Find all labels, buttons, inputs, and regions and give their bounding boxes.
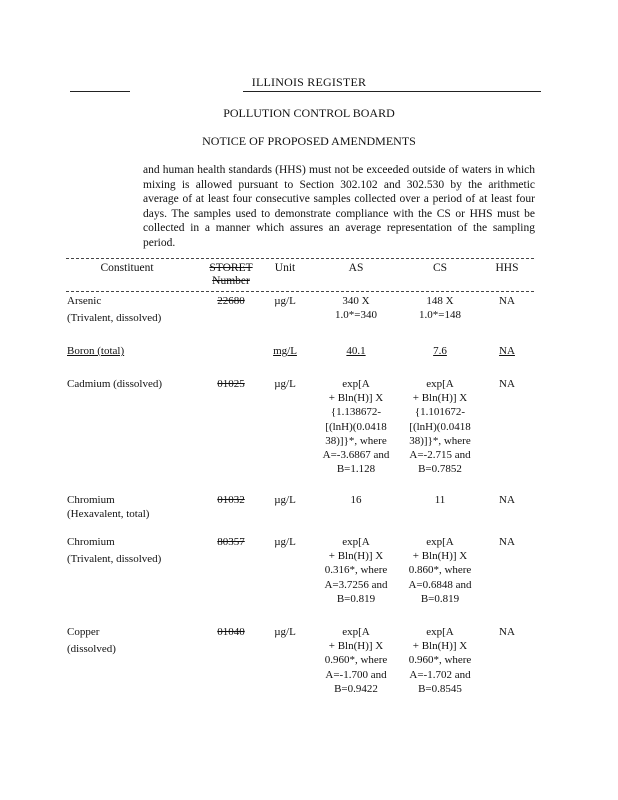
row-constituent bbox=[67, 535, 207, 566]
row-cs-line: 11 bbox=[434, 494, 446, 506]
row-constituent bbox=[67, 377, 207, 391]
row-cs-line: 1.0*=148 bbox=[419, 309, 461, 322]
row-unit: µg/L bbox=[274, 626, 296, 638]
row-as-line: 0.960*, where bbox=[324, 654, 388, 667]
row-constituent-line: Boron (total) bbox=[67, 345, 125, 357]
col-header-storet-sub: Number bbox=[212, 275, 250, 287]
row-cs-line: exp[A bbox=[426, 536, 454, 548]
row-unit: mg/L bbox=[273, 345, 297, 357]
row-hhs: NA bbox=[499, 626, 515, 638]
notice-title: NOTICE OF PROPOSED AMENDMENTS bbox=[202, 134, 416, 148]
row-cs-line: exp[A bbox=[426, 378, 454, 390]
row-as-line: 340 X bbox=[342, 295, 370, 307]
row-unit: µg/L bbox=[274, 536, 296, 548]
row-constituent-line: (dissolved) bbox=[67, 643, 116, 656]
row-cs bbox=[400, 625, 480, 696]
row-cs-line: {1.101672- bbox=[414, 406, 466, 419]
row-constituent-line: Arsenic bbox=[67, 295, 102, 307]
row-cs bbox=[400, 294, 480, 322]
row-as-line: exp[A bbox=[342, 536, 370, 548]
row-constituent-line: Chromium bbox=[67, 536, 115, 548]
row-as-line: 0.316*, where bbox=[324, 564, 388, 577]
row-constituent-line: (Trivalent, dissolved) bbox=[67, 312, 162, 325]
board-title: POLLUTION CONTROL BOARD bbox=[223, 106, 395, 120]
row-hhs: NA bbox=[499, 345, 515, 357]
row-storet: 01025 bbox=[217, 378, 245, 390]
row-cs bbox=[400, 535, 480, 606]
row-constituent-line: Chromium bbox=[67, 494, 115, 506]
row-cs-line: + Bln(H)] X bbox=[412, 392, 468, 405]
row-cs bbox=[400, 493, 480, 507]
row-as-line: + Bln(H)] X bbox=[328, 550, 384, 563]
row-storet: 22680 bbox=[217, 295, 245, 307]
row-as-line: + Bln(H)] X bbox=[328, 640, 384, 653]
row-as-line: 16 bbox=[350, 494, 362, 506]
row-cs bbox=[400, 344, 480, 358]
col-header-constituent: Constituent bbox=[100, 262, 154, 274]
row-storet: 01032 bbox=[217, 494, 245, 506]
row-hhs: NA bbox=[499, 295, 515, 307]
row-as-line: + Bln(H)] X bbox=[328, 392, 384, 405]
row-unit: µg/L bbox=[274, 378, 296, 390]
row-cs-line: B=0.819 bbox=[420, 592, 460, 605]
row-cs-line: A=-2.715 and bbox=[409, 449, 471, 462]
register-title: ILLINOIS REGISTER bbox=[251, 75, 367, 89]
row-hhs: NA bbox=[499, 536, 515, 548]
row-cs-line: 7.6 bbox=[433, 345, 447, 357]
col-header-storet-label: STORET bbox=[209, 262, 253, 274]
row-as bbox=[316, 377, 396, 476]
row-constituent-line: (Trivalent, dissolved) bbox=[67, 553, 162, 566]
row-storet: 01040 bbox=[217, 626, 245, 638]
row-as-line: [(lnH)(0.0418 bbox=[325, 420, 387, 433]
row-cs-line: exp[A bbox=[426, 626, 454, 638]
row-as bbox=[316, 535, 396, 606]
row-cs-line: + Bln(H)] X bbox=[412, 640, 468, 653]
row-as-line: {1.138672- bbox=[330, 406, 382, 419]
row-as-line: A=-1.700 and bbox=[325, 668, 387, 681]
row-as-line: exp[A bbox=[342, 378, 370, 390]
row-cs-line: + Bln(H)] X bbox=[412, 550, 468, 563]
col-header-as: AS bbox=[348, 262, 364, 274]
row-cs-line: 0.860*, where bbox=[408, 564, 472, 577]
row-constituent-line: Cadmium (dissolved) bbox=[67, 378, 163, 390]
col-header-storet bbox=[203, 262, 259, 288]
header-rule-left bbox=[70, 91, 130, 92]
col-header-cs: CS bbox=[432, 262, 448, 274]
table-top-rule bbox=[66, 258, 534, 259]
row-hhs: NA bbox=[499, 378, 515, 390]
row-cs-line: A=0.6848 and bbox=[408, 578, 472, 591]
row-cs-line: B=0.8545 bbox=[418, 682, 462, 695]
row-as-line: 1.0*=340 bbox=[335, 309, 377, 322]
row-as-line: B=0.9422 bbox=[334, 682, 378, 695]
row-as bbox=[316, 625, 396, 696]
intro-paragraph: and human health standards (HHS) must not be exceeded outside of waters in which mixing is allowed pursuant to Section 302.102 and 302.530 by the arithmetic average of at least four consecutive samples collected over a period of at least four days. The samples used to demonstrate compliance with the CS or HHS must be collected in a manner which assures an average representation of the sampling period. bbox=[143, 164, 535, 249]
row-hhs: NA bbox=[499, 494, 515, 506]
row-as-line: 40.1 bbox=[346, 345, 366, 357]
row-cs-line: 0.960*, where bbox=[408, 654, 472, 667]
row-constituent-line: Copper bbox=[67, 626, 100, 638]
row-cs-line: A=-1.702 and bbox=[409, 668, 471, 681]
header-rule-right bbox=[243, 91, 541, 92]
row-unit: µg/L bbox=[274, 494, 296, 506]
table-header-rule bbox=[66, 291, 534, 292]
row-as-line: A=-3.6867 and bbox=[322, 449, 390, 462]
row-cs-line: 38)]}*, where bbox=[409, 434, 471, 447]
row-as-line: A=3.7256 and bbox=[324, 578, 388, 591]
row-as-line: 38)]}*, where bbox=[325, 434, 387, 447]
row-constituent bbox=[67, 625, 207, 656]
row-constituent bbox=[67, 294, 207, 325]
row-storet: 80357 bbox=[217, 536, 245, 548]
row-cs-line: B=0.7852 bbox=[418, 463, 462, 476]
row-constituent bbox=[67, 344, 207, 358]
row-constituent-line: (Hexavalent, total) bbox=[67, 508, 150, 521]
row-as bbox=[316, 493, 396, 507]
row-cs-line: 148 X bbox=[426, 295, 454, 307]
row-cs bbox=[400, 377, 480, 476]
row-as bbox=[316, 294, 396, 322]
row-as-line: B=1.128 bbox=[336, 463, 376, 476]
row-cs-line: [(lnH)(0.0418 bbox=[409, 420, 471, 433]
row-as-line: exp[A bbox=[342, 626, 370, 638]
row-as-line: B=0.819 bbox=[336, 592, 376, 605]
row-unit: µg/L bbox=[274, 295, 296, 307]
col-header-hhs: HHS bbox=[495, 262, 519, 274]
row-constituent bbox=[67, 493, 207, 521]
col-header-unit: Unit bbox=[274, 262, 296, 274]
row-as bbox=[316, 344, 396, 358]
